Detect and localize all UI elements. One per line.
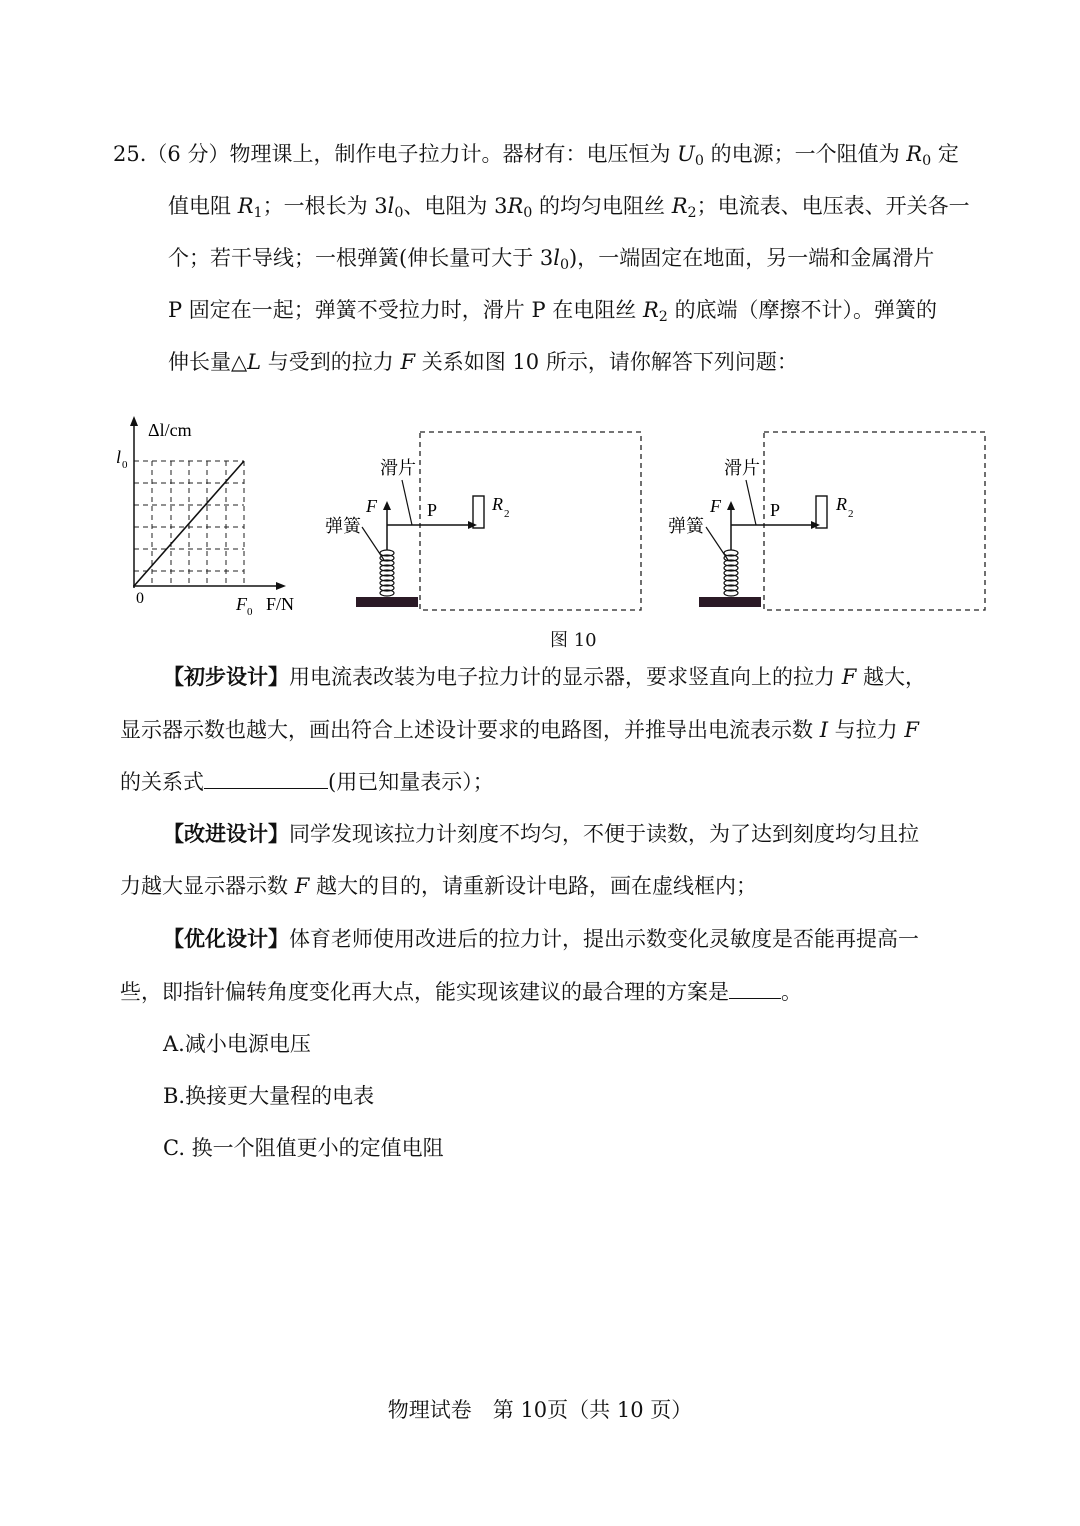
question-line-4: P 固定在一起；弹簧不受拉力时，滑片 P 在电阻丝 $R_2$ 的底端（摩擦不计）。弹簧的 — [168, 298, 938, 325]
force-label-2: F — [710, 496, 721, 516]
question-line-5: 伸长量△L 与受到的拉力 F 关系如图 10 所示，请你解答下列问题： — [168, 350, 798, 374]
slider-pointer-2 — [746, 480, 756, 525]
part3-line-2: 些，即指针偏转角度变化再大点，能实现该建议的最合理的方案是 。 — [120, 980, 802, 1004]
slider-label-1: 滑片 — [380, 458, 416, 478]
ground-block-1 — [356, 597, 418, 607]
part2-line-2: 力越大显示器示数 F 越大的目的，请重新设计电路，画在虚线框内； — [120, 874, 757, 898]
slider-pointer-1 — [402, 480, 412, 525]
graph-y-label: Δl/cm — [148, 420, 192, 440]
option-a: A.减小电源电压 — [163, 1032, 311, 1056]
graph-x-arrow — [276, 582, 286, 590]
graph-y-tick-sub: 0 — [122, 459, 128, 471]
resistor-r2-2 — [816, 496, 827, 528]
graph-origin: 0 — [136, 590, 144, 607]
p-label-1: P — [427, 500, 438, 520]
slider-label-2: 滑片 — [724, 458, 760, 478]
part3-tag: 【优化设计】 — [163, 926, 289, 951]
spring-pointer-1 — [362, 527, 384, 560]
question-line-3: 个；若干导线；一根弹簧(伸长量可大于 $3l_0$)，一端固定在地面，另一端和金属滑片 — [168, 246, 935, 273]
graph-x-tick-f: F — [236, 594, 247, 614]
part1-line-2: 显示器示数也越大，画出符合上述设计要求的电路图，并推导出电流表示数 I 与拉力 F — [120, 718, 919, 742]
question-points: （6 分） — [146, 142, 230, 166]
part1-line-3: 的关系式 (用已知量表示）； — [120, 770, 494, 794]
part3-line-1: 【优化设计】体育老师使用改进后的拉力计，提出示数变化灵敏度是否能再提高一 — [163, 926, 919, 951]
r-label-1: R — [492, 494, 503, 514]
spring-pointer-2 — [706, 527, 728, 560]
graph-y-tick-l: l — [116, 447, 122, 467]
option-b: B.换接更大量程的电表 — [163, 1084, 375, 1108]
figure-caption: 图 10 — [550, 630, 597, 651]
apparatus-2 — [668, 432, 985, 610]
resistor-r2-1 — [473, 496, 484, 528]
question-number: 25. — [113, 142, 147, 166]
graph-x-label: F/N — [266, 594, 295, 614]
figure-10 — [0, 408, 1080, 638]
r-label-2: R — [836, 494, 847, 514]
question-line-2: 值电阻 $R_1$；一根长为 $3l_0$、电阻为 $3R_0$ 的均匀电阻丝 $R_2$；电流表、电压表、开关各一 — [168, 194, 970, 221]
ground-block-2 — [699, 597, 761, 607]
answer-blank-2[interactable] — [729, 980, 781, 999]
spring-label-1: 弹簧 — [325, 516, 361, 536]
graph — [116, 416, 294, 618]
graph-x-tick-sub: 0 — [247, 606, 253, 618]
part1-line-1: 【初步设计】用电流表改装为电子拉力计的显示器，要求竖直向上的拉力 F 越大， — [163, 664, 926, 689]
part2-tag: 【改进设计】 — [163, 821, 289, 846]
force-label-1: F — [366, 496, 377, 516]
dashed-box-2 — [764, 432, 985, 610]
p-label-2: P — [770, 500, 781, 520]
spring-label-2: 弹簧 — [668, 516, 704, 536]
answer-blank-1[interactable] — [204, 770, 328, 789]
page-footer: 物理试卷 第 10页（共 10 页） — [387, 1398, 693, 1422]
part1-tag: 【初步设计】 — [163, 664, 289, 689]
question-line-1: 25.（6 分）物理课上，制作电子拉力计。器材有：电压恒为 $U_0$ 的电源；一个阻值为 $R_0$ 定 — [113, 142, 959, 169]
part2-line-1: 【改进设计】同学发现该拉力计刻度不均匀，不便于读数，为了达到刻度均匀且拉 — [163, 821, 919, 846]
dashed-box-1 — [420, 432, 641, 610]
r-sub-1: 2 — [504, 508, 510, 520]
apparatus-1 — [325, 432, 641, 610]
r-sub-2: 2 — [848, 508, 854, 520]
option-c: C. 换一个阻值更小的定值电阻 — [163, 1136, 444, 1160]
graph-y-arrow — [130, 416, 138, 426]
